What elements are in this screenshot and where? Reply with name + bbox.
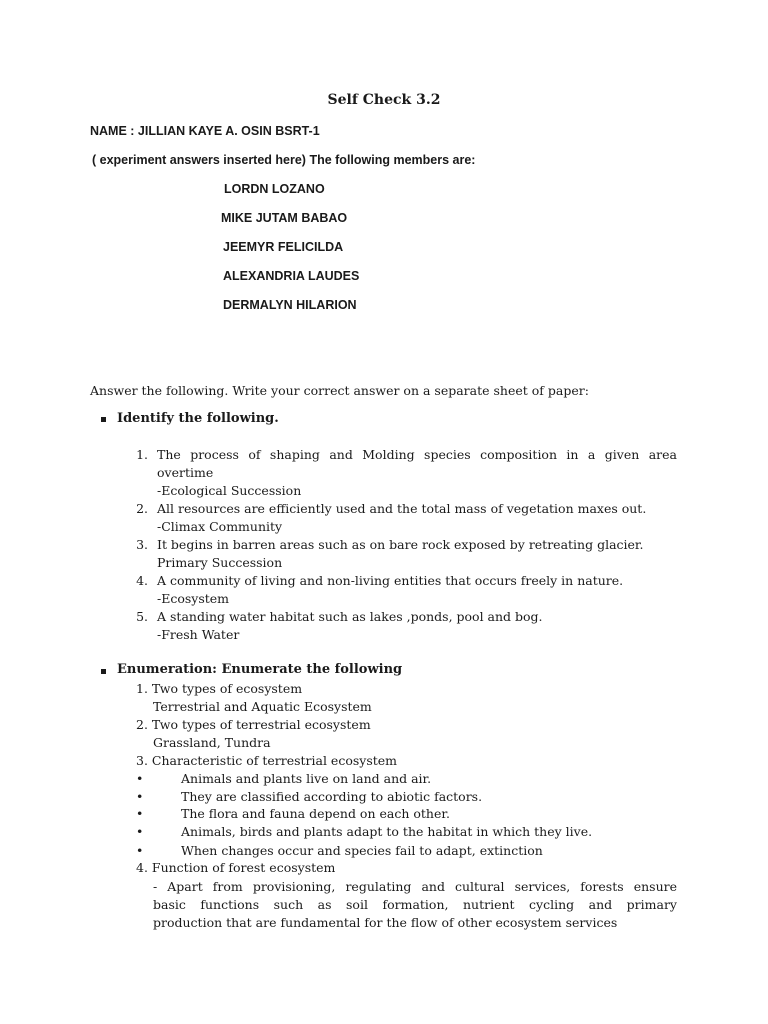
section-heading-enumeration: Enumeration: Enumerate the following bbox=[117, 662, 403, 677]
list-item: Animals, birds and plants adapt to the habitat in which they live. bbox=[181, 824, 593, 839]
answer-text: -Ecosystem bbox=[157, 591, 230, 606]
bullet-icon: • bbox=[136, 771, 144, 786]
list-item: The flora and fauna depend on each other. bbox=[181, 806, 450, 821]
question-text: The process of shaping and Molding species composition in a given area bbox=[157, 447, 677, 462]
answer-text: -Climax Community bbox=[157, 519, 283, 534]
answer-text: Grassland, Tundra bbox=[153, 735, 271, 750]
answer-text: - Apart from provisioning, regulating and cultural services, forests ensure bbox=[153, 879, 677, 894]
answer-text: Primary Succession bbox=[157, 555, 283, 570]
question-text: It begins in barren areas such as on bare rock exposed by retreating glacier. bbox=[157, 537, 644, 552]
answer-text: -Ecological Succession bbox=[157, 483, 302, 498]
question-text: A standing water habitat such as lakes ,ponds, pool and bog. bbox=[157, 609, 543, 624]
item-number: 4. bbox=[136, 573, 148, 588]
question-text: All resources are efficiently used and the total mass of vegetation maxes out. bbox=[157, 501, 647, 516]
member-name: JEEMYR FELICILDA bbox=[223, 240, 344, 254]
list-item: When changes occur and species fail to adapt, extinction bbox=[181, 843, 543, 858]
members-intro: ( experiment answers inserted here) The following members are: bbox=[92, 153, 476, 167]
student-name: NAME : JILLIAN KAYE A. OSIN BSRT-1 bbox=[90, 124, 320, 138]
question-text: 2. Two types of terrestrial ecosystem bbox=[136, 717, 371, 732]
square-bullet-icon bbox=[101, 669, 106, 674]
answer-text: production that are fundamental for the flow of other ecosystem services bbox=[153, 915, 618, 930]
question-text: 1. Two types of ecosystem bbox=[136, 681, 303, 696]
bullet-icon: • bbox=[136, 843, 144, 858]
question-text: 4. Function of forest ecosystem bbox=[136, 860, 336, 875]
answer-text: Terrestrial and Aquatic Ecosystem bbox=[153, 699, 372, 714]
member-name: LORDN LOZANO bbox=[224, 182, 325, 196]
member-name: MIKE JUTAM BABAO bbox=[221, 211, 348, 225]
member-name: ALEXANDRIA LAUDES bbox=[223, 269, 360, 283]
bullet-icon: • bbox=[136, 789, 144, 804]
item-number: 5. bbox=[136, 609, 148, 624]
item-number: 2. bbox=[136, 501, 148, 516]
item-number: 1. bbox=[136, 447, 148, 462]
list-item: They are classified according to abiotic factors. bbox=[181, 789, 483, 804]
list-item: Animals and plants live on land and air. bbox=[181, 771, 432, 786]
bullet-icon: • bbox=[136, 824, 144, 839]
section-heading-identify: Identify the following. bbox=[117, 411, 279, 426]
answer-text: basic functions such as soil formation, nutrient cycling and primary bbox=[153, 897, 677, 912]
item-number: 3. bbox=[136, 537, 148, 552]
answer-text: -Fresh Water bbox=[157, 627, 240, 642]
member-name: DERMALYN HILARION bbox=[223, 298, 357, 312]
question-text: A community of living and non-living entities that occurs freely in nature. bbox=[157, 573, 624, 588]
bullet-icon: • bbox=[136, 806, 144, 821]
instruction-text: Answer the following. Write your correct answer on a separate sheet of paper: bbox=[90, 383, 589, 398]
question-text: 3. Characteristic of terrestrial ecosystem bbox=[136, 753, 398, 768]
question-text: overtime bbox=[157, 465, 214, 480]
page-title: Self Check 3.2 bbox=[327, 92, 441, 108]
square-bullet-icon bbox=[101, 417, 106, 422]
